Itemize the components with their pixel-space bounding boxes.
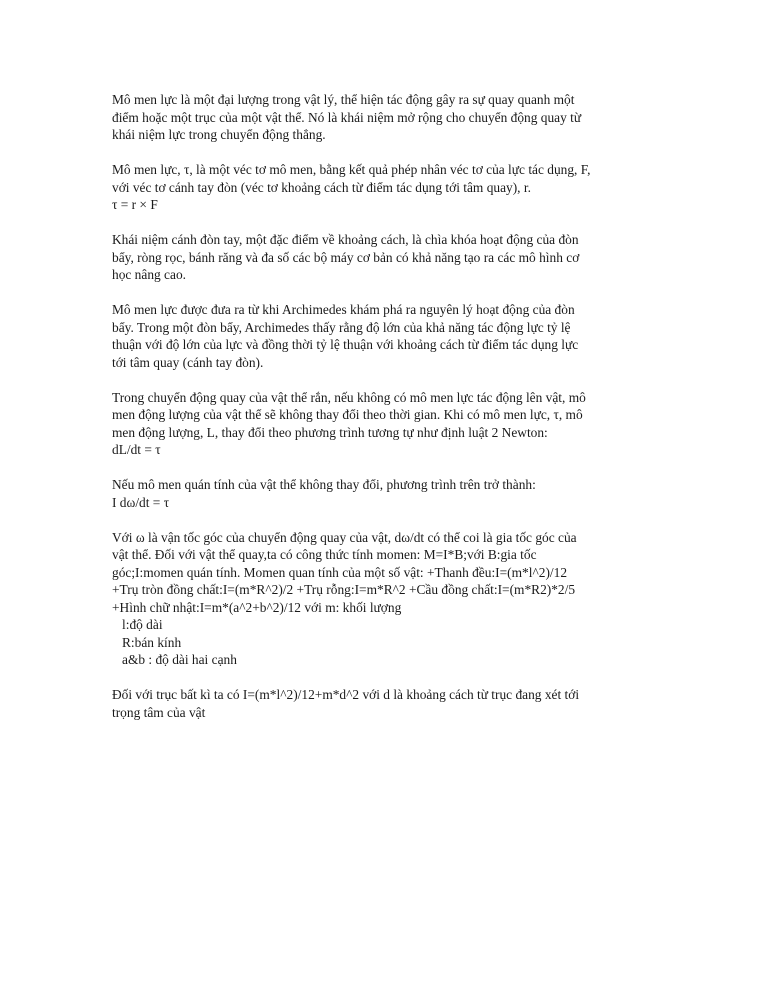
text-line: Với ω là vận tốc góc của chuyển động quay của vật, dω/dt có thể coi là gia tốc góc của [112, 529, 577, 545]
paragraph-parallel-axis [112, 686, 672, 721]
text-line: men động lượng, L, thay đổi theo phương trình tương tự như định luật 2 Newton: [112, 424, 548, 440]
text-line: trọng tâm của vật [112, 704, 206, 720]
text-line: góc;I:momen quán tính. Momen quan tính của một số vật: +Thanh đều:I=(m*l^2)/12 [112, 564, 568, 580]
text-line: bẩy, ròng rọc, bánh răng và đa số các bộ máy cơ bản có khả năng tạo ra các mô hình cơ [112, 249, 580, 265]
text-line: thuận với độ lớn của lực và đồng thời tỷ lệ thuận với khoảng cách từ điểm tác dụng lực [112, 337, 579, 352]
text-line: Đối với trục bất kì ta có I=(m*l^2)/12+m*d^2 với d là khoảng cách từ trục đang xét tới [112, 687, 580, 702]
text-line: men động lượng của vật thể sẽ không thay đổi theo thời gian. Khi có mô men lực, τ, mô [112, 407, 583, 422]
paragraph-definition [112, 91, 672, 144]
paragraph-moment-of-inertia [112, 476, 672, 511]
text-line: bẩy. Trong một đòn bẩy, Archimedes thấy rằng độ lớn của khả năng tác động lực tỷ lệ [112, 319, 571, 335]
text-line: học nâng cao. [112, 267, 186, 282]
text-line: Mô men lực, τ, là một véc tơ mô men, bằng kết quả phép nhân véc tơ của lực tác dụng, F, [112, 162, 591, 177]
text-line: điểm hoặc một trục của một vật thể. Nó là khái niệm mở rộng cho chuyển động quay từ [112, 109, 582, 125]
legend-line: a&b : độ dài hai cạnh [122, 652, 237, 667]
text-line: Nếu mô men quán tính của vật thể không thay đổi, phương trình trên trở thành: [112, 477, 536, 492]
text-line: Mô men lực được đưa ra từ khi Archimedes khám phá ra nguyên lý hoạt động của đòn [112, 302, 575, 317]
text-line: +Trụ tròn đồng chất:I=(m*R^2)/2 +Trụ rỗng:I=m*R^2 +Cầu đồng chất:I=(m*R2)*2/5 [112, 582, 576, 597]
formula-line: τ = r × F [112, 197, 158, 212]
legend-line: R:bán kính [122, 634, 182, 650]
text-line: Khái niệm cánh đòn tay, một đặc điểm về khoảng cách, là chìa khóa hoạt động của đòn [112, 232, 579, 247]
text-line: Trong chuyển động quay của vật thể rắn, nếu không có mô men lực tác động lên vật, mô [112, 389, 586, 405]
paragraph-lever-arm [112, 231, 672, 284]
text-line: vật thể. Đối với vật thể quay,ta có công thức tính momen: M=I*B;với B:gia tốc [112, 547, 537, 562]
paragraph-torque-vector [112, 161, 672, 214]
paragraph-angular-velocity [112, 529, 672, 669]
paragraph-angular-momentum [112, 389, 672, 459]
text-line: với véc tơ cánh tay đòn (véc tơ khoảng cách từ điểm tác dụng tới tâm quay), r. [112, 179, 531, 195]
formula-line: dL/dt = τ [112, 442, 161, 457]
text-line: +Hình chữ nhật:I=m*(a^2+b^2)/12 với m: khối lượng [112, 599, 402, 615]
formula-line: I dω/dt = τ [112, 494, 170, 510]
legend-line: l:độ dài [122, 617, 163, 632]
text-line: tới tâm quay (cánh tay đòn). [112, 354, 264, 370]
text-line: khái niệm lực trong chuyển động thẳng. [112, 127, 326, 142]
text-line: Mô men lực là một đại lượng trong vật lý, thể hiện tác động gây ra sự quay quanh một [112, 92, 575, 107]
paragraph-archimedes [112, 301, 672, 371]
document-page [112, 91, 672, 739]
